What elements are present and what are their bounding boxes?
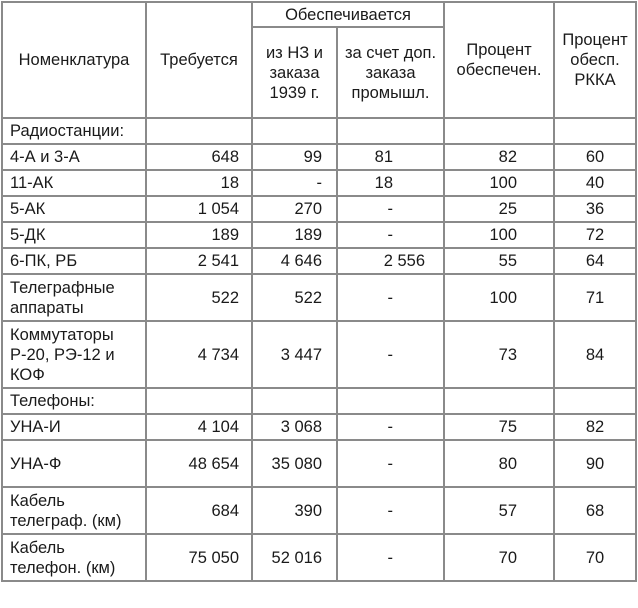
- cell-required: 648: [146, 144, 252, 170]
- cell-percent-rkka: 72: [554, 222, 636, 248]
- cell-from-nz: 52 016: [252, 534, 337, 581]
- cell-from-nz: 3 447: [252, 321, 337, 388]
- cell-from-nz: 270: [252, 196, 337, 222]
- cell-percent-rkka: 68: [554, 487, 636, 534]
- header-nomenclature: Номенклатура: [2, 2, 146, 118]
- cell-name: 5-ДК: [2, 222, 146, 248]
- cell-from-extra: -: [337, 222, 444, 248]
- cell-percent: 70: [444, 534, 554, 581]
- cell-percent-rkka: 36: [554, 196, 636, 222]
- cell-percent: 100: [444, 222, 554, 248]
- cell-from-nz: 35 080: [252, 440, 337, 487]
- cell-from-extra: -: [337, 487, 444, 534]
- cell-percent: 73: [444, 321, 554, 388]
- cell-name: Коммутаторы Р-20, РЭ-12 и КОФ: [2, 321, 146, 388]
- cell-from-extra: 18: [337, 170, 444, 196]
- cell-from-nz: 189: [252, 222, 337, 248]
- cell-percent: 75: [444, 414, 554, 440]
- section-row: [2, 118, 636, 144]
- cell-name: Кабель телефон. (км): [2, 534, 146, 581]
- cell-required: 1 054: [146, 196, 252, 222]
- cell-percent-rkka: 70: [554, 534, 636, 581]
- supply-table: [1, 1, 637, 582]
- cell-percent: 55: [444, 248, 554, 274]
- table-row: [2, 321, 636, 388]
- cell-required: 522: [146, 274, 252, 321]
- table-row: [2, 144, 636, 170]
- table-row: [2, 170, 636, 196]
- cell-name: 6-ПК, РБ: [2, 248, 146, 274]
- cell-percent-rkka: 90: [554, 440, 636, 487]
- cell-from-nz: -: [252, 170, 337, 196]
- cell-percent-rkka: 60: [554, 144, 636, 170]
- cell-percent: 100: [444, 274, 554, 321]
- cell-percent: 25: [444, 196, 554, 222]
- table-row: [2, 440, 636, 487]
- cell-from-nz: 99: [252, 144, 337, 170]
- header-provided-group: Обеспечивается: [252, 2, 444, 27]
- table-row: [2, 534, 636, 581]
- cell-required: 48 654: [146, 440, 252, 487]
- cell-from-extra: 2 556: [337, 248, 444, 274]
- cell-percent-rkka: 82: [554, 414, 636, 440]
- table-row: [2, 414, 636, 440]
- cell-percent-rkka: 64: [554, 248, 636, 274]
- table-row: [2, 248, 636, 274]
- cell-from-extra: -: [337, 196, 444, 222]
- cell-from-nz: 522: [252, 274, 337, 321]
- cell-required: 75 050: [146, 534, 252, 581]
- cell-from-extra: 81: [337, 144, 444, 170]
- header-percent-provided: Процент обеспечен.: [444, 2, 554, 118]
- header-required: Требуется: [146, 2, 252, 118]
- section-label: Радиостанции:: [2, 118, 146, 144]
- cell-name: УНА-И: [2, 414, 146, 440]
- table-row: [2, 487, 636, 534]
- cell-percent: 82: [444, 144, 554, 170]
- cell-name: Кабель телеграф. (км): [2, 487, 146, 534]
- cell-required: 4 734: [146, 321, 252, 388]
- cell-from-extra: -: [337, 274, 444, 321]
- header-from-nz: из НЗ и заказа 1939 г.: [252, 27, 337, 118]
- cell-from-extra: -: [337, 414, 444, 440]
- cell-required: 4 104: [146, 414, 252, 440]
- table-row: [2, 196, 636, 222]
- cell-percent-rkka: 40: [554, 170, 636, 196]
- cell-name: 5-АК: [2, 196, 146, 222]
- cell-required: 684: [146, 487, 252, 534]
- cell-percent: 100: [444, 170, 554, 196]
- cell-name: 11-АК: [2, 170, 146, 196]
- table-row: [2, 222, 636, 248]
- header-percent-rkka: Процент обесп. РККА: [554, 2, 636, 118]
- cell-percent-rkka: 84: [554, 321, 636, 388]
- section-label: Телефоны:: [2, 388, 146, 414]
- cell-percent: 80: [444, 440, 554, 487]
- section-row: [2, 388, 636, 414]
- cell-required: 18: [146, 170, 252, 196]
- cell-from-extra: -: [337, 534, 444, 581]
- cell-from-nz: 390: [252, 487, 337, 534]
- cell-name: 4-А и 3-А: [2, 144, 146, 170]
- cell-from-nz: 4 646: [252, 248, 337, 274]
- cell-name: УНА-Ф: [2, 440, 146, 487]
- header-from-extra: за счет доп. заказа промышл.: [337, 27, 444, 118]
- cell-percent-rkka: 71: [554, 274, 636, 321]
- table-row: [2, 274, 636, 321]
- cell-from-extra: -: [337, 440, 444, 487]
- cell-name: Телеграфные аппараты: [2, 274, 146, 321]
- cell-from-extra: -: [337, 321, 444, 388]
- cell-from-nz: 3 068: [252, 414, 337, 440]
- cell-percent: 57: [444, 487, 554, 534]
- cell-required: 2 541: [146, 248, 252, 274]
- cell-required: 189: [146, 222, 252, 248]
